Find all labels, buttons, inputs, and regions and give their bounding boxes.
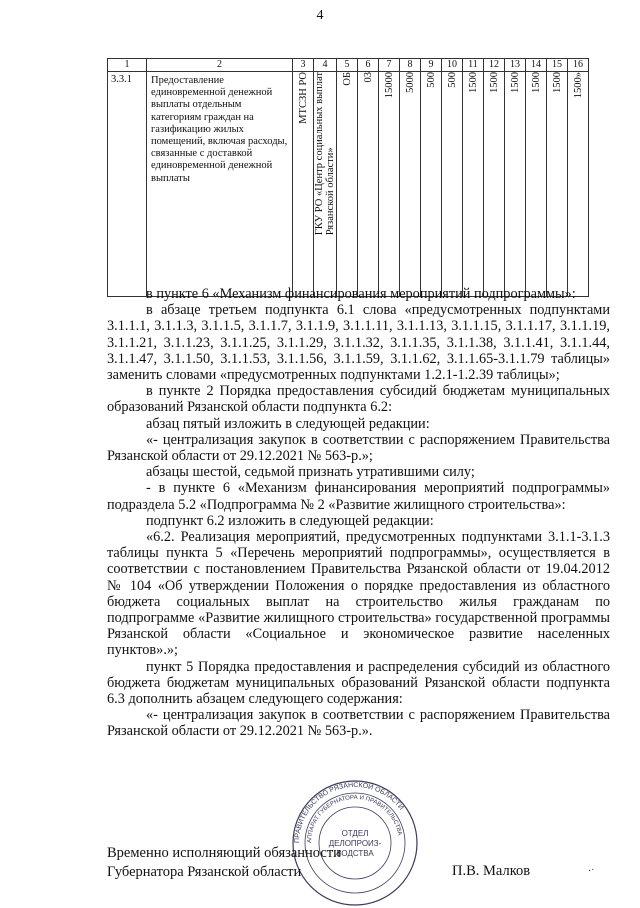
col-header: 14 <box>526 59 547 72</box>
col-header: 8 <box>400 59 421 72</box>
paragraph: пункт 5 Порядка предоставления и распределения субсидий из областного бюджета бюджетам муниципальных образований Рязанской области подпункта 6.3 дополнить абзацем следующего содержания: <box>107 658 610 708</box>
row-value: 500 <box>425 72 437 88</box>
col-header: 10 <box>442 59 463 72</box>
row-value: 15000 <box>383 72 395 99</box>
col-header: 11 <box>463 59 484 72</box>
row-code: 3.3.1 <box>111 74 132 85</box>
row-executor: МТСЗН РО <box>297 72 309 124</box>
row-value: 1500 <box>530 72 542 93</box>
paragraph: в пункте 2 Порядка предоставления субсидий бюджетам муниципальных образований Рязанской области подпункта 6.2: <box>107 383 610 416</box>
signature-title-line2: Губернатора Рязанской области <box>107 864 302 880</box>
row-recipient-line2: Рязанской области» <box>325 147 336 236</box>
table-header-row <box>108 59 589 72</box>
paragraph: «- централизация закупок в соответствии с распоряжением Правительства Рязанской области от 29.12.2021 № 563-р.»; <box>107 431 610 465</box>
measures-table <box>107 58 589 297</box>
paragraph: абзац пятый изложить в следующей редакции: <box>146 415 430 432</box>
paragraph: подпункт 6.2 изложить в следующей редакции: <box>146 512 434 529</box>
signatory-name: П.В. Малков <box>452 863 531 879</box>
stamp-outer-text: ПРАВИТЕЛЬСТВО РЯЗАНСКОЙ ОБЛАСТИ <box>293 781 405 844</box>
paragraph: в абзаце третьем подпункта 6.1 слова «предусмотренных подпунктами 3.1.1.1, 3.1.1.3, 3.1.1.5, 3.1.1.7, 3.1.1.9, 3.1.1.11, 3.1.1.13, 3.1.1.15, 3.1.1.17, 3.1.1.19, 3.1.1.21, 3.1.1.23, 3.1.1.25, 3.1.1.29, 3.1.1.32, 3.1.1.35, 3.1.1.38, 3.1.1.41, 3.1.1.44, 3.1.1.47, 3.1.1.50, 3.1.1.53, 3.1.1.56, 3.1.1.59, 3.1.1.62, 3.1.1.65-3.1.1.79 таблицы» заменить словами «предусмотренных подпунктами 1.2.1-1.2.39 таблицы»; <box>107 302 610 384</box>
row-value: 1500» <box>572 72 584 99</box>
row-value: 500 <box>446 72 458 88</box>
row-value: 1500 <box>509 72 521 93</box>
col-header: 5 <box>337 59 358 72</box>
col-header: 2 <box>147 59 293 72</box>
row-recipient-line1: ГКУ РО «Центр социальных выплат <box>314 72 325 236</box>
row-code2: 03 <box>362 72 374 83</box>
stamp-center-line1: ОТДЕЛ <box>341 829 369 838</box>
col-header: 9 <box>421 59 442 72</box>
col-header: 15 <box>547 59 568 72</box>
stamp-inner-text: АППАРАТ ГУБЕРНАТОРА И ПРАВИТЕЛЬСТВА <box>306 794 403 844</box>
signature-title-line1: Временно исполняющий обязанности <box>107 845 341 861</box>
row-description: Предоставление единовременной денежной выплаты отдельным категориям граждан на газификацию жилых помещений, включая расходы, связанные с доставкой единовременной денежной выплаты <box>151 75 288 184</box>
table-row <box>108 72 589 297</box>
col-header: 4 <box>314 59 337 72</box>
office-stamp <box>290 778 420 908</box>
row-value: 1500 <box>551 72 563 93</box>
stamp-center-line2: ДЕЛОПРОИЗ- <box>328 839 382 848</box>
row-budget: ОБ <box>341 72 353 86</box>
col-header: 3 <box>293 59 314 72</box>
row-value: 5000 <box>404 72 416 93</box>
row-value: 1500 <box>488 72 500 93</box>
col-header: 16 <box>568 59 589 72</box>
col-header: 13 <box>505 59 526 72</box>
page-number: 4 <box>316 8 324 23</box>
scan-mark-icon: ·ˑ <box>588 866 595 877</box>
document-body <box>107 286 610 740</box>
stamp-center-line3: ВОДСТВА <box>336 849 374 858</box>
paragraph: - в пункте 6 «Механизм финансирования мероприятий подпрограммы» подраздела 5.2 «Подпрограмма № 2 «Развитие жилищного строительства»: <box>107 480 610 513</box>
col-header: 6 <box>358 59 379 72</box>
paragraph: «6.2. Реализация мероприятий, предусмотренных подпунктами 3.1.1-3.1.3 таблицы пункта 5 «Перечень мероприятий подпрограммы», осуществляется в соответствии с постановлением Правительства Рязанской области от 19.04.2012 № 104 «Об утверждении Положения о порядке предоставления из областного бюджета социальных выплат на строительство жилья гражданам по подпрограмме «Развитие жилищного строительства» государственной программы Рязанской области «Социальное и экономическое развитие населенных пунктов».»; <box>107 529 610 659</box>
signature-block <box>107 844 341 882</box>
col-header: 7 <box>379 59 400 72</box>
row-value: 1500 <box>467 72 479 93</box>
col-header: 12 <box>484 59 505 72</box>
paragraph: абзацы шестой, седьмой признать утратившими силу; <box>146 464 475 481</box>
paragraph: «- централизация закупок в соответствии с распоряжением Правительства Рязанской области от 29.12.2021 № 563-р.». <box>107 707 610 740</box>
paragraph: в пункте 6 «Механизм финансирования мероприятий подпрограммы»: <box>146 286 576 302</box>
col-header: 1 <box>108 59 147 72</box>
